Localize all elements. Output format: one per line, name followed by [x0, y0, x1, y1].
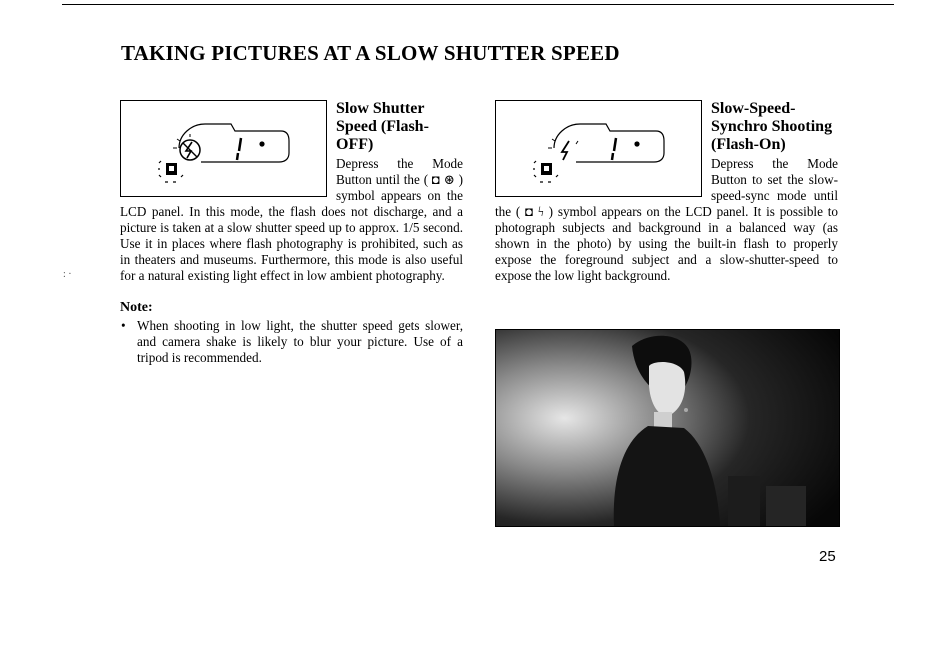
- note-item-text: When shooting in low light, the shutter speed gets slower, and camera shake is likely to blur your picture. Use of a tripod is recommended.: [137, 318, 463, 365]
- lcd-flash-off-icon: [120, 100, 327, 197]
- left-section: [120, 100, 463, 366]
- top-rule: [62, 4, 894, 5]
- note-title: Note:: [120, 300, 153, 315]
- right-section: [495, 100, 838, 284]
- slow-shutter-heading: Slow Shutter Speed (Flash-OFF): [336, 100, 429, 153]
- slow-synchro-heading: Slow-Speed-Synchro Shooting (Flash-On): [711, 100, 833, 153]
- lcd-flash-on-icon: [495, 100, 702, 197]
- margin-marks: : ·: [63, 269, 72, 280]
- bullet-icon: •: [121, 318, 126, 333]
- page-number: 25: [819, 548, 836, 565]
- page-title: TAKING PICTURES AT A SLOW SHUTTER SPEED: [121, 41, 620, 65]
- note-list: [120, 318, 463, 366]
- slow-synchro-body: Depress the Mode Button to set the slow-speed-sync mode until the ( ◘ ϟ ) symbol appears on the LCD panel. It is possible to photograph subjects and background in a balanced way (as shown in the photo) by using the built-in flash to properly expose the foreground subject and a slow-shutter-speed to expose the low light background.: [495, 156, 838, 283]
- example-photo: [495, 329, 840, 527]
- slow-shutter-body: Depress the Mode Button until the ( ◘ ⊛ ) symbol appears on the LCD panel. In this mode, the flash does not discharge, and a picture is taken at a slow shutter speed up to approx. 1/5 second. Use it in places where flash photography is prohibited, such as in theaters and museums. Furthermore, this mode is also useful for a natural existing light effect in low ambient photography.: [120, 156, 463, 283]
- note-item: [120, 318, 463, 366]
